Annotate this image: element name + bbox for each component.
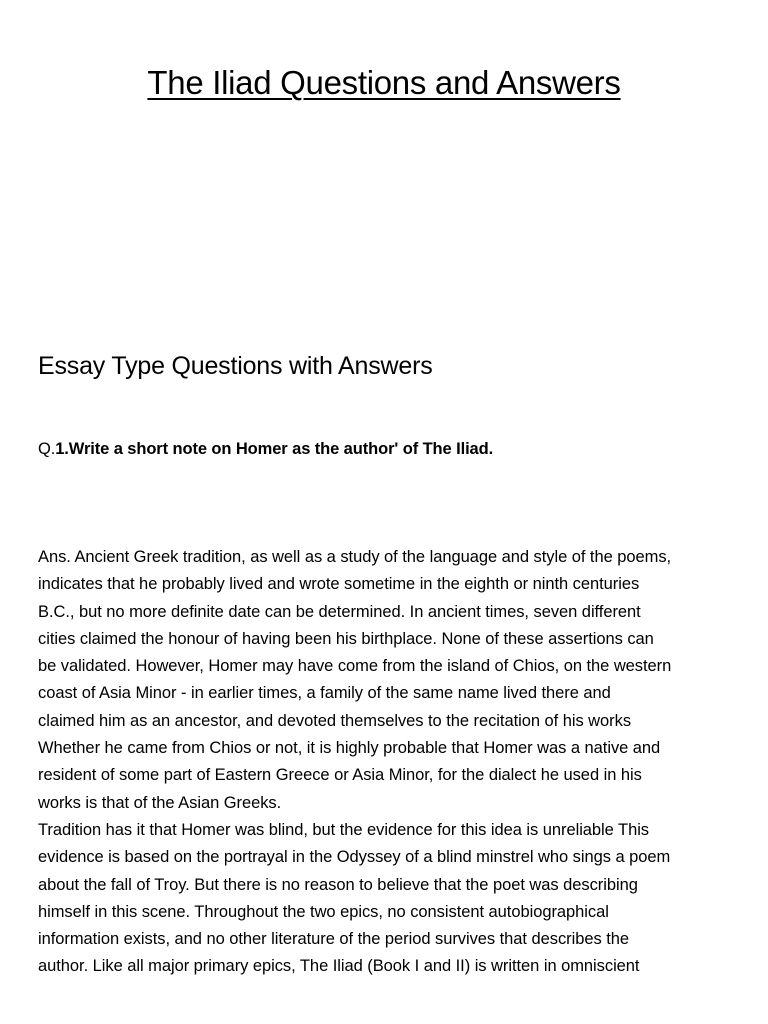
question — [38, 437, 493, 461]
answer-line: indicates that he probably lived and wrote sometime in the eighth or ninth centuries — [38, 575, 640, 594]
answer-line: about the fall of Troy. But there is no reason to believe that the poet was describing — [38, 875, 638, 894]
answer-body — [38, 544, 738, 981]
answer-line: B.C., but no more definite date can be determined. In ancient times, seven different — [38, 602, 641, 621]
answer-line: himself in this scene. Throughout the two epics, no consistent autobiographical — [38, 902, 609, 921]
page-title: The Iliad Questions and Answers — [147, 64, 621, 101]
answer-line: Whether he came from Chios or not, it is highly probable that Homer was a native and — [38, 739, 661, 758]
question-prefix: Q. — [38, 440, 56, 458]
answer-line: Ans. Ancient Greek tradition, as well as a study of the language and style of the poems, — [38, 548, 672, 566]
answer-line: claimed him as an ancestor, and devoted themselves to the recitation of his works — [38, 711, 632, 730]
answer-line: information exists, and no other literature of the period survives that describes the — [38, 930, 629, 949]
answer-line: Tradition has it that Homer was blind, but the evidence for this idea is unreliable This — [38, 820, 650, 839]
section-heading: Essay Type Questions with Answers — [38, 352, 433, 380]
question-text: Write a short note on Homer as the author' of The Iliad. — [68, 440, 494, 458]
answer-line: be validated. However, Homer may have come from the island of Chios, on the western — [38, 657, 672, 676]
question-number: 1. — [55, 440, 69, 458]
answer-line: author. Like all major primary epics, The Iliad (Book I and II) is written in omniscient — [38, 957, 640, 976]
answer-line: works is that of the Asian Greeks. — [38, 793, 282, 812]
answer-line: resident of some part of Eastern Greece or Asia Minor, for the dialect he used in his — [38, 766, 642, 785]
answer-line: cities claimed the honour of having been his birthplace. None of these assertions can — [38, 629, 654, 648]
answer-line: coast of Asia Minor - in earlier times, a family of the same name lived there and — [38, 684, 611, 703]
answer-line: evidence is based on the portrayal in the Odyssey of a blind minstrel who sings a poem — [38, 848, 671, 867]
